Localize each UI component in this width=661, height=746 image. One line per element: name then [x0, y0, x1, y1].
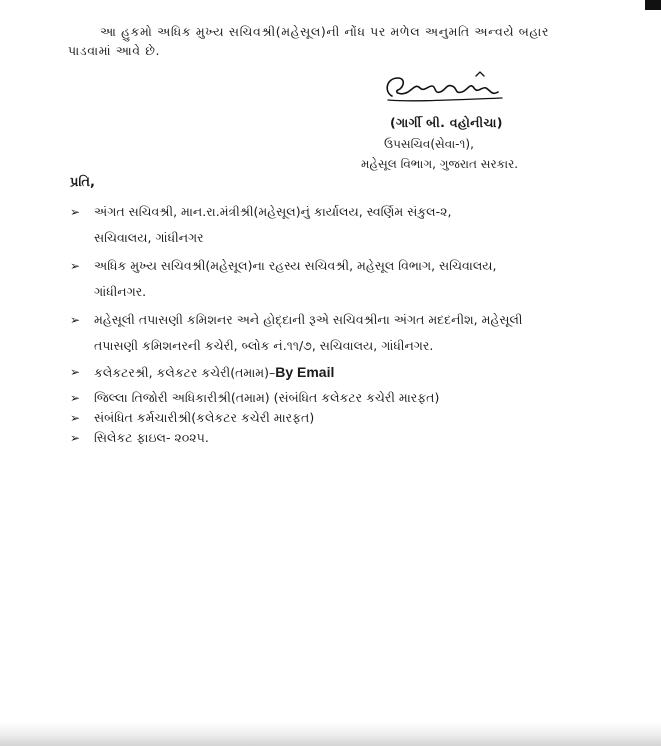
arrow-bullet-icon: ➢ — [70, 205, 81, 219]
signatory-name: (ગાર્ગી બી. વહોનીચા) — [390, 115, 503, 130]
arrow-bullet-icon: ➢ — [70, 313, 81, 327]
scan-corner-mark — [645, 0, 661, 10]
recipient-item-4 — [94, 364, 334, 381]
arrow-bullet-icon: ➢ — [70, 259, 81, 273]
recipient-item-1-line-1: અંગત સચિવશ્રી, માન.રા.મંત્રીશ્રી(મહેસૂલ)નું કાર્યાલય, સ્વર્ણિમ સંકુલ-૨, — [94, 204, 452, 219]
intro-line-1: આ હુકમો અધિક મુખ્ય સચિવશ્રી(મહેસૂલ)ની નોંધ પર મળેલ અનુમતિ અન્વયે બહાર — [100, 24, 550, 39]
recipient-item-6: સંબંધિત કર્મચારીશ્રી(કલેકટર કચેરી મારફત) — [94, 410, 315, 425]
scan-bottom-shadow — [0, 722, 661, 746]
signatory-designation: ઉપસચિવ(સેવા-૧), — [384, 137, 474, 151]
by-email-label: By Email — [275, 364, 335, 380]
recipient-item-7: સિલેકટ ફાઇલ- ૨૦૨૫. — [94, 430, 209, 445]
recipient-item-5: જિલ્લા તિજોરી અધિકારીશ્રી(તમામ) (સંબંધિત કલેકટર કચેરી મારફત) — [94, 390, 440, 405]
signatory-department: મહેસૂલ વિભાગ, ગુજરાત સરકાર. — [361, 157, 519, 171]
arrow-bullet-icon: ➢ — [70, 391, 81, 405]
recipient-item-2-line-1: અધિક મુખ્ય સચિવશ્રી(મહેસૂલ)ના રહસ્ય સચિવશ્રી, મહેસૂલ વિભાગ, સચિવાલય, — [94, 258, 497, 273]
recipients-heading: પ્રતિ, — [70, 175, 95, 190]
intro-line-2: પાડવામાં આવે છે. — [68, 43, 161, 58]
recipient-item-1-line-2: સચિવાલય, ગાંધીનગર — [94, 230, 204, 245]
handwritten-signature — [380, 66, 510, 110]
arrow-bullet-icon: ➢ — [70, 431, 81, 445]
arrow-bullet-icon: ➢ — [70, 411, 81, 425]
arrow-bullet-icon: ➢ — [70, 365, 81, 379]
recipient-item-3-line-1: મહેસૂલી તપાસણી કમિશનર અને હોદ્દાની રૂએ સચિવશ્રીના અંગત મદદનીશ, મહેસૂલી — [94, 312, 523, 327]
recipient-item-4-text: કલેકટરશ્રી, કલેકટર કચેરી(તમામ)– — [94, 365, 276, 380]
recipient-item-3-line-2: તપાસણી કમિશનરની કચેરી, બ્લોક નં.૧૧/૭, સચિવાલય, ગાંધીનગર. — [94, 338, 434, 353]
recipient-item-2-line-2: ગાંધીનગર. — [94, 284, 147, 299]
